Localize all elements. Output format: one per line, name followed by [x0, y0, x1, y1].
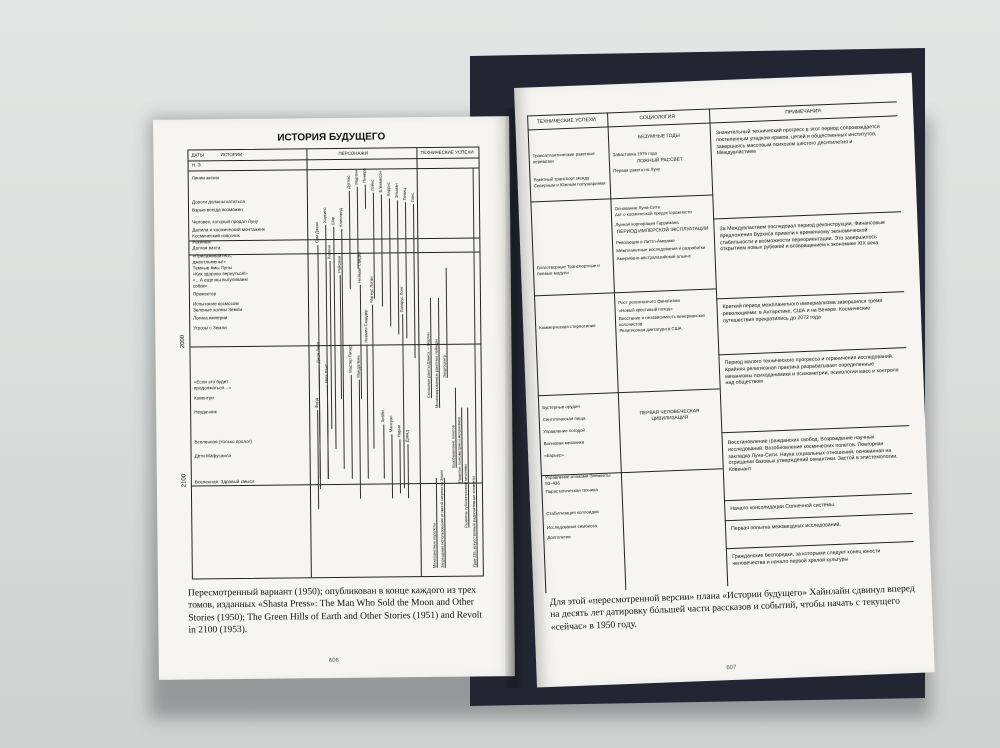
note-entry: Начало консолидации Солнечной системы.: [730, 501, 836, 513]
story-title: Испытание космосом: [192, 300, 239, 307]
sociology-entry: Американо-австралазийский альянс: [616, 253, 691, 262]
note-entry: Первая попытка межзвездных исследований.: [730, 521, 841, 532]
note-divider: [713, 211, 901, 219]
story-title: «…А еще мы выгуливаем: [192, 276, 248, 283]
character-lifeline: [365, 185, 366, 209]
character-name: Сэм Дженк: [314, 221, 320, 244]
character-lifeline: [341, 229, 345, 469]
sociology-entry: ПЕРИОД ИМПЕРСКОЙ ЭКСПЛУАТАЦИИ: [616, 226, 709, 236]
character-lifeline: [413, 204, 416, 358]
character-name: Магнус Логан: [368, 276, 375, 303]
story-title: Ковентри: [193, 395, 214, 401]
header-personae: ПЕРСОНАЖИ: [338, 150, 368, 156]
character-name: Нейман Сандер: [356, 251, 362, 283]
year-label: 2100: [181, 473, 188, 488]
character-lifeline: [389, 198, 391, 326]
note-entry: Краткий период межпланетного империализма завершился тремя революциями: в Антарктике, США и на Венере. Космические путешествия прекратились до 2072 года: [722, 298, 883, 324]
sociology-entry: Межпланетные исследования и разработки: [616, 244, 706, 254]
character-name: Райсман: [336, 255, 342, 273]
header-divider-2: [189, 167, 479, 171]
header-notes: ПРИМЕЧАНИЯ: [785, 108, 821, 116]
page-title: ИСТОРИЯ БУДУЩЕГО: [277, 131, 386, 144]
note-entry: Период малого технического прогресса и ограничения исследований. Крайняя религиозная практика разрабатывает определенные механизмы психоданимики и психометрии, психологии масс и контроля над обществом: [724, 353, 899, 387]
sociology-entry: Акт о космической предосторожности: [614, 209, 692, 218]
tech-label: Развитие психометрии и механизмов: [457, 417, 462, 483]
character-name: Блекмесон: [377, 171, 383, 193]
story-title: Прожектор: [192, 291, 217, 297]
character-name: Форд: [313, 397, 320, 409]
story-title: Реквием: [192, 239, 211, 245]
sociology-entry: БЕЗУМНЫЕ ГОДЫ: [637, 133, 680, 141]
character-name: Нарни: [396, 424, 402, 438]
header-divider: [189, 157, 479, 161]
character-name: Либби: [380, 410, 386, 423]
story-title: Взрыв всегда возможен: [191, 206, 243, 213]
tech-label: Запрещение использования атомной энергии на Земле: [439, 469, 445, 568]
sociology-entry: Первая ракета на Луну: [613, 166, 661, 174]
header-era: Н. Э.: [191, 162, 202, 168]
character-name: Мартин: [353, 170, 359, 185]
note-entry: Значительный технический прогресс в этот период сопровождается постепенным упадком нравов, целей и общественных институтов, завершаясь массовым психозом шестого десятилетия и Междувластием: [715, 123, 880, 157]
sociology-entry: Восстание и независимость венерианских колонистов: [618, 312, 706, 327]
tech-entry: Волновая механика: [543, 439, 585, 447]
character-lifeline: [383, 424, 385, 478]
sociology-entry: «Новый крестовый поход»: [618, 306, 673, 314]
story-title: Вселенная: Здравый смысл: [194, 478, 255, 485]
sociology-entry: Забастовка 1976 года: [612, 150, 658, 158]
story-title: «Присаживайтесь,: [192, 253, 233, 259]
note-entry: Гражданские беспорядки, за которыми следует конец юности человечества и начало первой зрелой культуры: [732, 548, 881, 567]
sociology-entry: Религиозная диктатура в США: [619, 325, 682, 334]
story-title: джентльмены!»: [192, 259, 226, 265]
character-lifeline: [366, 345, 368, 479]
tech-label: Развитие субэлектронной механики: [463, 464, 469, 528]
page-number: 607: [726, 664, 737, 672]
character-name: Шэр: [330, 216, 336, 226]
page-number: 606: [328, 657, 339, 665]
character-name: Джон Лайл: [315, 341, 321, 364]
sociology-entry: Основание Луна-Сити: [614, 204, 661, 212]
character-lifeline: [405, 202, 407, 338]
tech-entry: Парастатическая техника: [545, 487, 598, 495]
character-name: Харрис: [385, 182, 391, 197]
story-title: Темные ямы Луны: [192, 265, 233, 271]
character-name: Гейнс: [369, 179, 375, 191]
row-divider: [534, 288, 716, 296]
character-lifeline: [351, 375, 353, 479]
character-name: Ланс: [409, 192, 415, 203]
character-lifeline: [327, 385, 329, 479]
character-lifeline: [399, 439, 401, 493]
character-lifeline: [372, 305, 375, 449]
tech-entry: Исследования симбиоза: [546, 523, 598, 531]
character-name: Хоукинс: [322, 207, 328, 224]
row-divider: [538, 388, 720, 396]
story-title: Далила и космический монтажник: [192, 226, 265, 233]
note-divider: [721, 425, 909, 433]
story-title: Угрозы с Земли: [193, 325, 227, 331]
character-lifeline: [407, 444, 409, 498]
header-tech: ТЕХНИЧЕСКИЕ УСПЕХИ: [420, 149, 474, 156]
story-title: Неудачник: [194, 409, 217, 415]
story-title: продолжаться…»: [193, 385, 232, 391]
character-name: Мастер Питер: [347, 345, 353, 373]
column-divider: [416, 148, 421, 576]
story-title: Космический извозчик: [192, 232, 240, 239]
right-page: [514, 73, 935, 688]
col-border: [607, 112, 626, 590]
sociology-entry: ПЕРВАЯ ЧЕЛОВЕЧЕСКАЯ ЦИВИЛИЗАЦИЯ: [639, 409, 700, 422]
story-title: «Если это будет: [193, 379, 229, 385]
header-dates: ДАТЫ: [191, 152, 204, 158]
tech-entry: Благотворные Транспортные и боевые модули: [536, 262, 600, 276]
sociology-entry: Лунная корпорация Гарримана: [615, 219, 679, 228]
row-divider: [541, 468, 723, 476]
year-label: 2000: [180, 334, 187, 349]
tech-entry: Стабилизация коллоидов: [546, 509, 599, 517]
character-lifeline: [381, 194, 383, 306]
story-title: собак»: [192, 283, 208, 289]
story-title: «Как здорово вернуться!»: [192, 270, 248, 277]
note-entry: Восстановление гражданских свобод. Возрождение научных исследований. Возобновление космических полетов. Повторная закладка Луна-Сити. Наука социальных отношений, основанная на отрицании базовых утверждений семантики. Застой в эпистемологии. Ковенант: [727, 434, 898, 474]
story-title: Дети Мафусаила: [194, 453, 232, 459]
sociology-entry: Революции в Литтл-Америке: [615, 237, 675, 246]
story-title: Долгая вахта: [192, 245, 221, 251]
tech-entry: Коммерческая стереотипия: [539, 323, 596, 331]
story-title: Логика империи: [193, 315, 228, 321]
left-page: [153, 116, 515, 680]
character-name: Кливленд: [338, 208, 344, 227]
story-title: Вселенная (только пролог): [194, 438, 252, 445]
story-title: Линии жизни: [191, 175, 220, 181]
tech-entry: Трансатлантические ракетные перевозки: [532, 150, 595, 164]
tech-label: Уран-235, искусственные радиоактивные элементы: [471, 476, 477, 568]
header-stories: ИСТОРИИ: [220, 151, 243, 158]
left-caption: Пересмотренный вариант (1950); опубликован в конце каждого из трех томов, изданных «Shasta Press»: The Man Who Sold the Moon and Other Stories (1950); The Green Hills of Earth and Other Stories (1951) and Revolt in 2100 (1953).: [187, 585, 483, 636]
column-divider: [306, 149, 311, 577]
timeline-chart: [180, 146, 483, 579]
character-lifeline: [402, 314, 405, 488]
character-name: Нюа Хант: [323, 364, 329, 384]
character-name: Кавена: [326, 245, 332, 260]
tech-entry: Управление погодой: [543, 427, 586, 435]
row-divider: [530, 194, 712, 202]
character-name: Лазарус Лонг: [398, 286, 405, 313]
note-entry: За Междувластием последовал период реконструкции. Финансовые предложения Вурхиса привели к временному экономической стабильности и возможности переориентации. Это завершилось открытием новых рубежей и возвращением к экономике XIX века: [719, 219, 885, 253]
tech-entry: Долголетие: [547, 534, 571, 541]
character-lifeline: [360, 285, 362, 399]
header-tech: ТЕХНИЧЕСКИЕ УСПЕХИ: [536, 116, 596, 126]
tech-label: Возобновление полетов: [451, 425, 456, 468]
col-border: [709, 108, 728, 586]
character-name: Дуглас: [345, 175, 351, 189]
tech-label: Механизированные ракетные лайнеры: [434, 339, 440, 408]
character-lifeline: [391, 434, 393, 498]
story-title: Человек, который продал Луну: [192, 218, 259, 225]
sociology-entry: Рост религиозного фанатизма: [618, 297, 680, 306]
character-name: Лениц: [401, 188, 407, 201]
sociology-entry: ЛОЖНЫЙ РАССВЕТ: [636, 157, 683, 165]
tech-entry: Синтетическая пища: [542, 415, 586, 423]
tech-entry: «Барьер»: [544, 452, 565, 459]
tech-label: Сплошные ракеты Дэвиса — Мартин: [426, 332, 432, 399]
story-title: Дороги должны катиться: [191, 198, 245, 205]
character-name: Неемия Скаддер: [363, 309, 369, 343]
tech-entry: Управление атомами Элементы 93–436: [544, 472, 611, 486]
history-table: [527, 101, 915, 593]
character-name: Мандалена: [355, 355, 361, 378]
character-name: Дэвид: [404, 430, 410, 443]
character-lifeline: [397, 200, 399, 334]
right-caption: Для этой «пересмотренной версии» плана «Истории будущего» Хайнлайн сдвинул вперед на десять лет датировку бóльшей части рассказов и событий, чтобы начать с текущего «сейчас» в 1950 году.: [549, 583, 915, 633]
tech-label: Энергоцентр: [442, 355, 447, 378]
tech-entry: Бустерные орудия: [542, 403, 580, 411]
character-lifeline: [319, 365, 321, 489]
character-name: Пинеро: [361, 167, 367, 183]
tech-entry: Ракетный транспорт между Северным и Южным полушариями: [533, 175, 606, 188]
story-title: Зеленые холмы Земли: [193, 306, 243, 313]
character-name: Эльман: [393, 183, 399, 199]
character-name: Мансуэл: [388, 415, 394, 433]
header-sociology: СОЦИОЛОГИЯ: [639, 113, 676, 122]
tech-label: Межпланетные перелеты: [432, 522, 437, 568]
